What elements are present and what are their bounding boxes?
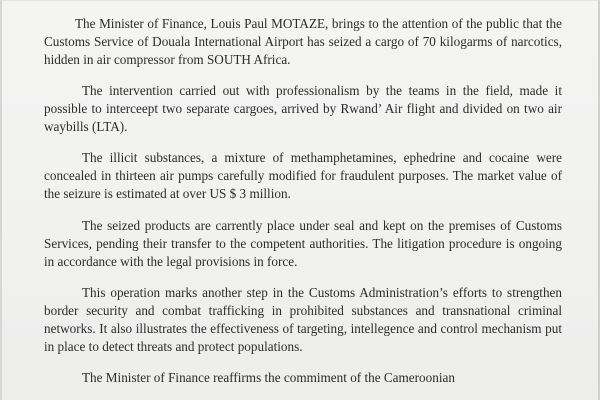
paragraph-operation-significance: This operation marks another step in the Customs Administration’s efforts to strengthen border security and combat trafficking in prohibited substances and transnational criminal networks. It also illustrates the effectiveness of targeting, intellegence and control mechanism put in place to detect threats and protect populations. [44,284,562,354]
document-body [44,15,562,400]
paragraph-intervention: The intervention carried out with professionalism by the teams in the field, made it possible to interceept two separate cargoes, arrived by Rwand’ Air flight and divided on two air waybills (LTA). [44,83,562,135]
paragraph-illicit-substances: The illicit substances, a mixture of methamphetamines, ephedrine and cocaine were concealed in thirteen air pumps carefully modified for fraudulent purposes. The market value of the seizure is estimated at over US $ 3 million. [44,150,562,202]
paragraph-minister-reaffirms: The Minister of Finance reaffirms the commiment of the Cameroonian [82,369,455,385]
paragraph-seized-products: The seized products are carrently place under seal and kept on the premises of Customs Services, pending their transfer to the competent authorities. The litigation procedure is ongoing in accordance with the legal provisions in force. [44,217,562,269]
paragraph-seizure-announcement: The Minister of Finance, Louis Paul MOTAZE, brings to the attention of the public that the Customs Service of Douala International Airport has seized a cargo of 70 kilogarms of narcotics, hidden in air compressor from SOUTH Africa. [44,16,562,67]
